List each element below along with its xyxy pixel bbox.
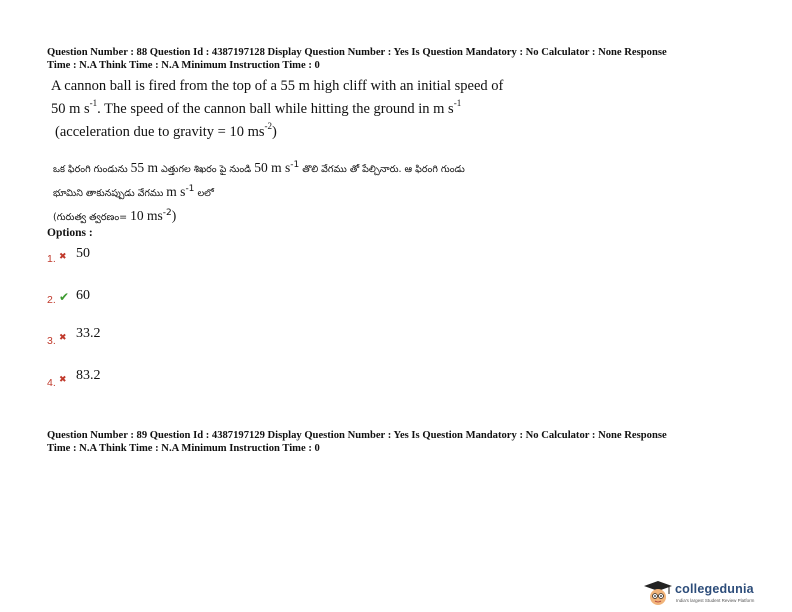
telugu-text: (గురుత్వ త్వరణం= [53, 212, 131, 224]
exponent: -1 [453, 98, 462, 108]
question-text-english [47, 77, 647, 141]
meta-line-1: Question Number : 89 Question Id : 4387197129 Display Question Number : Yes Is Question Mandatory : No Calculator : None Response [47, 430, 667, 441]
option-number: 4. [47, 377, 56, 389]
telugu-line-2 [53, 180, 647, 204]
exponent: -1 [185, 184, 195, 195]
option-number: 1. [47, 253, 56, 265]
telugu-text: భూమిని తాకునప్పుడు వేగము [53, 188, 167, 200]
exponent: -2 [162, 208, 172, 219]
option-value: 83.2 [76, 368, 101, 383]
wrong-icon: ✖ [59, 252, 67, 262]
question-text: . The speed of the cannon ball while hitting the ground in m s [97, 100, 454, 117]
options-label: Options : [47, 227, 93, 239]
wrong-icon: ✖ [59, 375, 67, 385]
exponent: -1 [89, 98, 98, 108]
collegedunia-logo [643, 580, 783, 606]
exponent: -1 [290, 160, 300, 170]
exponent: -2 [264, 120, 272, 131]
paren: ) [171, 208, 177, 224]
meta-line-2: Time : N.A Think Time : N.A Minimum Instruction Time : 0 [47, 442, 320, 454]
question-88-meta [47, 47, 767, 72]
option-value: 33.2 [76, 326, 101, 341]
check-icon: ✔ [59, 290, 70, 304]
telugu-text: తొలి వేగము తో పేల్చినారు. ఆ ఫిరంగి గుండు [299, 164, 465, 176]
mascot-icon [643, 580, 673, 608]
logo-tagline: India's largest Student Review Platform [676, 598, 755, 603]
question-89-meta [47, 430, 767, 455]
speed-value: 50 m s [254, 160, 291, 176]
logo-brand: collegedunia [675, 582, 754, 596]
wrong-icon: ✖ [59, 333, 67, 343]
gravity-note: (acceleration due to gravity = 10 ms [55, 123, 265, 140]
paren: ) [272, 123, 277, 140]
option-value: 50 [76, 246, 90, 261]
question-line-2 [51, 95, 647, 118]
option-number: 3. [47, 335, 56, 347]
gravity-value: 10 ms [130, 208, 163, 224]
height-value: 55 m [130, 160, 159, 176]
telugu-text: లలో [194, 188, 214, 200]
question-text-telugu [47, 156, 647, 228]
unit: m s [166, 184, 186, 200]
option-number: 2. [47, 294, 56, 306]
meta-line-1: Question Number : 88 Question Id : 4387197128 Display Question Number : Yes Is Question Mandatory : No Calculator : None Response [47, 47, 667, 58]
question-line-3 [55, 118, 647, 141]
telugu-text: ఎత్తుగల శిఖరం పై నుండి [158, 164, 255, 176]
question-line-1: A cannon ball is fired from the top of a 55 m high cliff with an initial speed of [51, 78, 504, 94]
telugu-text: ఒక ఫిరంగి గుండును [53, 164, 131, 176]
telugu-line-1 [53, 156, 647, 180]
option-value: 60 [76, 288, 90, 303]
meta-line-2: Time : N.A Think Time : N.A Minimum Instruction Time : 0 [47, 59, 320, 71]
telugu-line-3 [53, 204, 647, 228]
speed-value: 50 m s [51, 100, 90, 117]
